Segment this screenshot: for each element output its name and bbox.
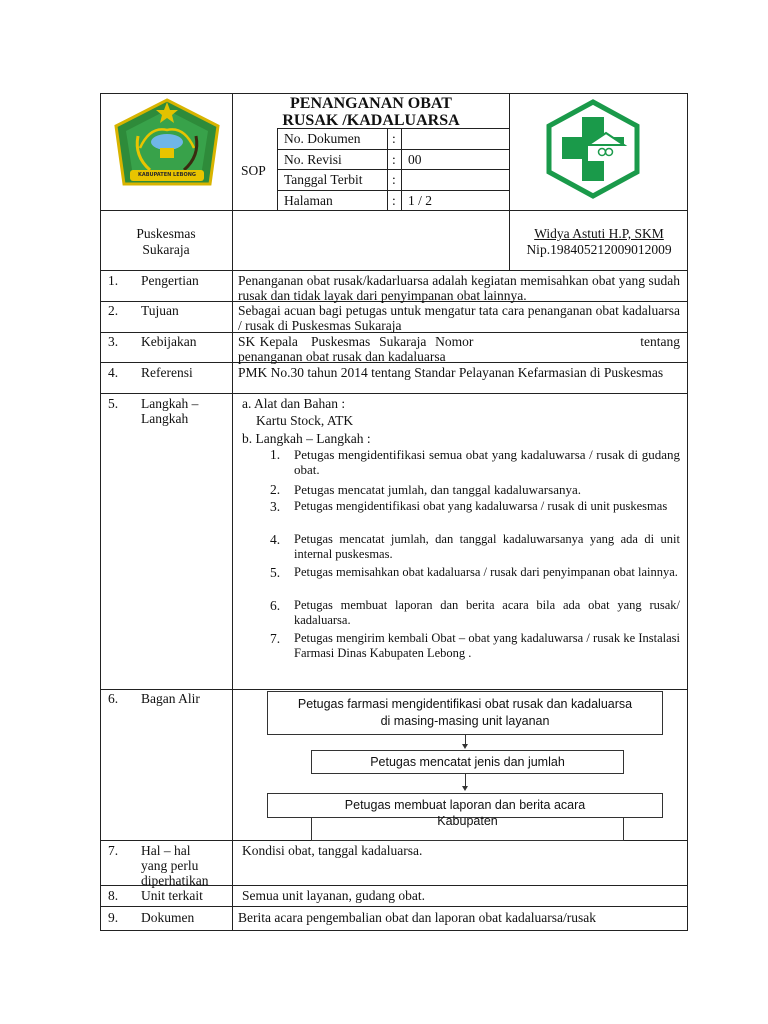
alat-bahan-heading: a. Alat dan Bahan : — [242, 396, 346, 411]
field-label-halaman: Halaman — [284, 193, 333, 208]
row-label-tujuan: Tujuan — [141, 303, 179, 318]
row-number: 2. — [108, 303, 119, 318]
row-number: 7. — [108, 843, 119, 858]
row-label-hal-line-3: diperhatikan — [141, 873, 209, 888]
row-number: 9. — [108, 910, 119, 925]
row-label-bagan-alir: Bagan Alir — [141, 691, 200, 706]
row-number: 1. — [108, 273, 119, 288]
flow-box-text: Petugas membuat laporan dan berita acara — [344, 798, 586, 812]
flow-arrow — [462, 744, 468, 749]
row-text-tujuan: Sebagai acuan bagi petugas untuk mengatur tata cara penanganan obat kadaluarsa / rusak di Puskesmas Sukaraja — [238, 303, 680, 333]
field-sep: : — [392, 172, 396, 187]
document-title-line-1: PENANGANAN OBAT — [290, 95, 452, 112]
row-label-langkah-1: Langkah – — [141, 396, 199, 411]
field-value-halaman: 1 / 2 — [408, 193, 433, 208]
org-name-line-1: Puskesmas — [136, 226, 196, 241]
step-number: 7. — [270, 631, 281, 646]
row-text-unit-terkait: Semua unit layanan, gudang obat. — [242, 888, 425, 903]
flow-connector — [465, 735, 466, 744]
row-number: 8. — [108, 888, 119, 903]
field-value-no-revisi: 00 — [408, 152, 422, 167]
step-number: 1. — [270, 447, 281, 462]
row-number: 5. — [108, 396, 119, 411]
field-sep: : — [392, 193, 396, 208]
step-text: Petugas memisahkan obat kadaluarsa / rusak dari penyimpanan obat lainnya. — [294, 565, 678, 579]
row-label-hal-line-1: Hal – hal — [141, 843, 191, 858]
field-sep: : — [392, 131, 396, 146]
step-number: 6. — [270, 598, 281, 613]
document-title-line-2: RUSAK /KADALUARSA — [282, 112, 460, 129]
logo-caption: KABUPATEN LEBONG — [137, 172, 196, 178]
step-number: 4. — [270, 532, 281, 547]
flow-box-identify — [267, 691, 663, 735]
field-sep: : — [392, 152, 396, 167]
step-text: Petugas mencatat jumlah, dan tanggal kadaluwarsanya. — [294, 482, 581, 497]
field-label-no-dokumen: No. Dokumen — [284, 131, 361, 146]
step-text: Petugas mengirim kembali Obat – obat yang kadaluwarsa / rusak ke Instalasi Farmasi Dinas Kabupaten Lebong . — [294, 631, 680, 660]
alat-bahan-items: Kartu Stock, ATK — [256, 413, 354, 428]
step-number: 2. — [270, 482, 281, 497]
step-text: Petugas mengidentifikasi semua obat yang kadaluwarsa / rusak di gudang obat. — [294, 447, 680, 477]
row-label-unit-terkait: Unit terkait — [141, 888, 203, 903]
row-label-pengertian: Pengertian — [141, 273, 199, 288]
row-label-langkah-2: Langkah — [141, 411, 189, 426]
field-label-no-revisi: No. Revisi — [284, 152, 342, 167]
step-text: Petugas membuat laporan dan berita acara bila ada obat yang rusak/ kadaluarsa. — [294, 598, 680, 627]
sop-label: SOP — [241, 163, 266, 178]
step-text: Petugas mencatat jumlah, dan tanggal kadaluwarsanya yang ada di unit internal puskesmas. — [294, 532, 680, 561]
row-text-kebijakan: SK Kepala Puskesmas Sukaraja Nomor tentang penanganan obat rusak dan kadaluarsa — [238, 334, 684, 364]
step-text: Petugas mengidentifikasi obat yang kadaluwarsa / rusak di unit puskesmas — [294, 499, 668, 513]
flow-connector — [465, 774, 466, 786]
row-text-referensi: PMK No.30 tahun 2014 tentang Standar Pelayanan Kefarmasian di Puskesmas — [238, 365, 664, 380]
flow-box-record — [311, 750, 624, 774]
flow-box-text: di masing-masing unit layanan — [380, 714, 550, 728]
step-number: 3. — [270, 499, 281, 514]
row-text-hal: Kondisi obat, tanggal kadaluarsa. — [242, 843, 423, 858]
row-label-referensi: Referensi — [141, 365, 193, 380]
org-name-line-2: Sukaraja — [142, 242, 190, 257]
row-text-pengertian: Penanganan obat rusak/kadarluarsa adalah kegiatan memisahkan obat yang sudah rusak dan tidak layak dari penyimpanan obat lainnya. — [238, 273, 680, 303]
row-number: 4. — [108, 365, 119, 380]
flow-box-text: Petugas mencatat jenis dan jumlah — [370, 755, 565, 769]
row-label-kebijakan: Kebijakan — [141, 334, 197, 349]
row-number: 3. — [108, 334, 119, 349]
signer-nip: Nip.198405212009012009 — [526, 242, 672, 257]
step-number: 5. — [270, 565, 281, 580]
row-text-dokumen: Berita acara pengembalian obat dan laporan obat kadaluarsa/rusak — [238, 910, 596, 925]
flow-arrow — [462, 786, 468, 791]
kabupaten-lebong-logo — [110, 96, 224, 196]
row-label-dokumen: Dokumen — [141, 910, 195, 925]
langkah-heading: b. Langkah – Langkah : — [242, 431, 371, 446]
puskesmas-logo — [544, 99, 642, 199]
field-label-tanggal-terbit: Tanggal Terbit — [284, 172, 363, 187]
flow-box-text: Kabupaten — [437, 814, 498, 828]
row-number: 6. — [108, 691, 119, 706]
flow-box-text: Petugas farmasi mengidentifikasi obat rusak dan kadaluarsa — [297, 697, 633, 711]
row-label-hal-line-2: yang perlu — [141, 858, 199, 873]
signer-name: Widya Astuti H.P, SKM — [534, 226, 664, 241]
